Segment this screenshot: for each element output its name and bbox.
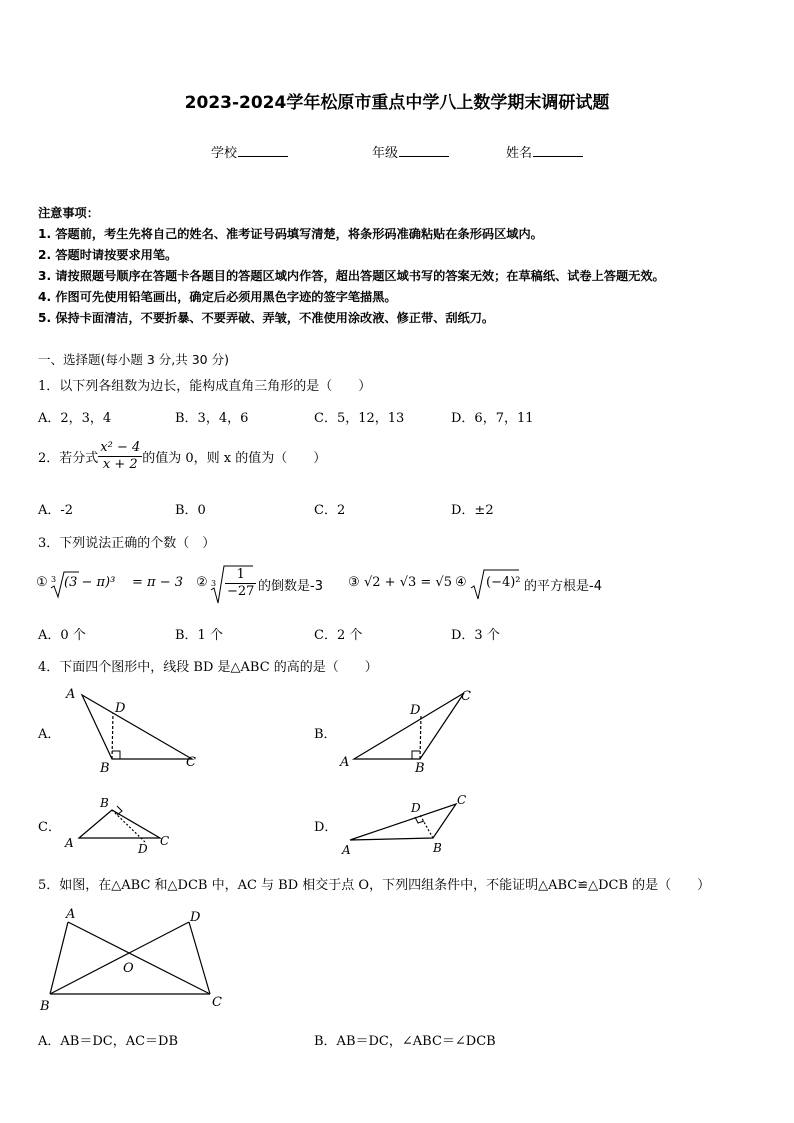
q1-option-a: A．2，3，4 bbox=[38, 411, 112, 426]
q5-stem: 5．如图，在△ABC 和△DCB 中，AC 与 BD 相交于点 O，下列四组条件中，不能证明△ABC≌△DCB 的是（ ） bbox=[38, 878, 711, 893]
q2-stem bbox=[38, 440, 326, 473]
svg-text:3: 3 bbox=[211, 579, 217, 588]
q4d-point-d: D bbox=[411, 801, 421, 815]
q3-s2-fraction bbox=[225, 567, 256, 600]
page-title: 2023-2024学年松原市重点中学八上数学期末调研试题 bbox=[184, 93, 610, 113]
q4d-point-b: B bbox=[433, 841, 442, 855]
q4-stem: 4．下面四个图形中，线段 BD 是△ABC 的高的是（ ） bbox=[38, 660, 378, 675]
q4b-point-a: A bbox=[340, 755, 350, 770]
q3-stem: 3．下列说法正确的个数（ ） bbox=[38, 536, 216, 551]
q4c-point-a: A bbox=[65, 836, 74, 850]
q5-point-b: B bbox=[40, 999, 50, 1014]
q3-option-a: A．0 个 bbox=[38, 628, 86, 643]
q4-label-d: D． bbox=[314, 820, 338, 835]
note-item-5: 5. 保持卡面清洁，不要折暴、不要弄破、弄皱，不准使用涂改液、修正带、刮纸刀。 bbox=[38, 311, 495, 325]
q4b-point-d: D bbox=[410, 703, 421, 718]
name-label: 姓名 bbox=[506, 146, 533, 161]
notes-heading: 注意事项： bbox=[38, 206, 99, 220]
q3-s1-rhs: = π − 3 bbox=[132, 575, 183, 590]
school-label: 学校 bbox=[211, 146, 238, 161]
q2-numerator: x² − 4 bbox=[100, 440, 141, 455]
q5-option-a: A．AB＝DC，AC＝DB bbox=[38, 1034, 179, 1049]
section-heading: 一、选择题(每小题 3 分,共 30 分) bbox=[38, 352, 229, 367]
note-item-1: 1. 答题前，考生先将自己的姓名、准考证号码填写清楚，将条形码准确粘贴在条形码区域内。 bbox=[38, 227, 543, 241]
note-item-2: 2. 答题时请按要求用笔。 bbox=[38, 248, 178, 262]
q2-option-d: D．±2 bbox=[451, 503, 494, 518]
q4-figure-d bbox=[336, 790, 486, 860]
note-item-3: 3. 请按照题号顺序在答题卡各题目的答题区域内作答，超出答题区域书写的答案无效；在草稿纸、试卷上答题无效。 bbox=[38, 269, 665, 283]
q4-figure-a bbox=[60, 684, 210, 776]
q3-s2-marker: ② bbox=[196, 575, 208, 590]
q4d-point-c: C bbox=[457, 793, 467, 807]
q3-s3-expression: √2 + √3 = √5 bbox=[364, 575, 452, 590]
q2-denominator: x + 2 bbox=[102, 457, 138, 472]
q2-prefix: 2．若分式 bbox=[38, 451, 99, 466]
q1-option-d: D．6，7，11 bbox=[451, 411, 534, 426]
q3-s4-marker: ④ bbox=[455, 575, 467, 590]
grade-blank bbox=[399, 144, 449, 157]
q4a-point-a: A bbox=[66, 687, 76, 702]
q3-s4-expression: (−4)² bbox=[486, 575, 521, 590]
q5-point-a: A bbox=[66, 907, 76, 922]
q3-s2-denominator: −27 bbox=[227, 584, 255, 599]
q4a-point-b: B bbox=[100, 761, 110, 776]
q3-s3-marker: ③ bbox=[348, 575, 360, 590]
q5-point-d: D bbox=[190, 910, 201, 925]
q5-figure bbox=[36, 902, 232, 1018]
q5-option-b: B．AB＝DC，∠ABC＝∠DCB bbox=[314, 1034, 496, 1049]
q3-s2-numerator: 1 bbox=[225, 567, 256, 584]
q2-option-c: C．2 bbox=[314, 503, 346, 518]
q3-option-b: B．1 个 bbox=[175, 628, 223, 643]
q4b-point-b: B bbox=[415, 761, 425, 776]
q4c-point-b: B bbox=[100, 796, 109, 810]
q3-s1-marker: ① bbox=[36, 575, 48, 590]
name-blank bbox=[533, 144, 583, 157]
q4b-point-c: C bbox=[461, 689, 471, 704]
q2-option-b: B．0 bbox=[175, 503, 206, 518]
q5-point-c: C bbox=[212, 995, 222, 1010]
q3-s2-text: 的倒数是-3 bbox=[258, 579, 323, 594]
q2-fraction bbox=[98, 440, 142, 473]
q4-label-a: A． bbox=[38, 727, 61, 742]
q4c-point-d: D bbox=[138, 842, 148, 856]
q3-s1-expression: (3 − π)³ bbox=[64, 575, 116, 590]
q4-label-c: C． bbox=[38, 820, 61, 835]
q1-stem: 1．以下列各组数为边长，能构成直角三角形的是（ ） bbox=[38, 379, 372, 394]
q4a-point-d: D bbox=[115, 701, 126, 716]
q4c-point-c: C bbox=[160, 834, 170, 848]
name-field bbox=[506, 142, 583, 161]
grade-label: 年级 bbox=[372, 146, 399, 161]
grade-field bbox=[372, 142, 449, 161]
q4d-point-a: A bbox=[342, 843, 351, 857]
q4-label-b: B． bbox=[314, 727, 337, 742]
q3-option-d: D．3 个 bbox=[451, 628, 500, 643]
school-field bbox=[211, 142, 288, 161]
svg-text:3: 3 bbox=[51, 575, 57, 584]
q2-suffix: 的值为 0，则 x 的值为（ ） bbox=[142, 451, 327, 466]
q1-option-c: C．5，12，13 bbox=[314, 411, 405, 426]
q3-option-c: C．2 个 bbox=[314, 628, 363, 643]
q5-point-o: O bbox=[123, 961, 134, 976]
q4-figure-c bbox=[60, 793, 180, 857]
q4a-point-c: C bbox=[186, 755, 196, 770]
school-blank bbox=[238, 144, 288, 157]
q1-option-b: B．3，4，6 bbox=[175, 411, 249, 426]
q2-option-a: A．-2 bbox=[38, 503, 74, 518]
q4-figure-b bbox=[336, 684, 486, 776]
note-item-4: 4. 作图可先使用铅笔画出，确定后必须用黑色字迹的签字笔描黑。 bbox=[38, 290, 397, 304]
q3-s4-text: 的平方根是-4 bbox=[524, 579, 602, 594]
